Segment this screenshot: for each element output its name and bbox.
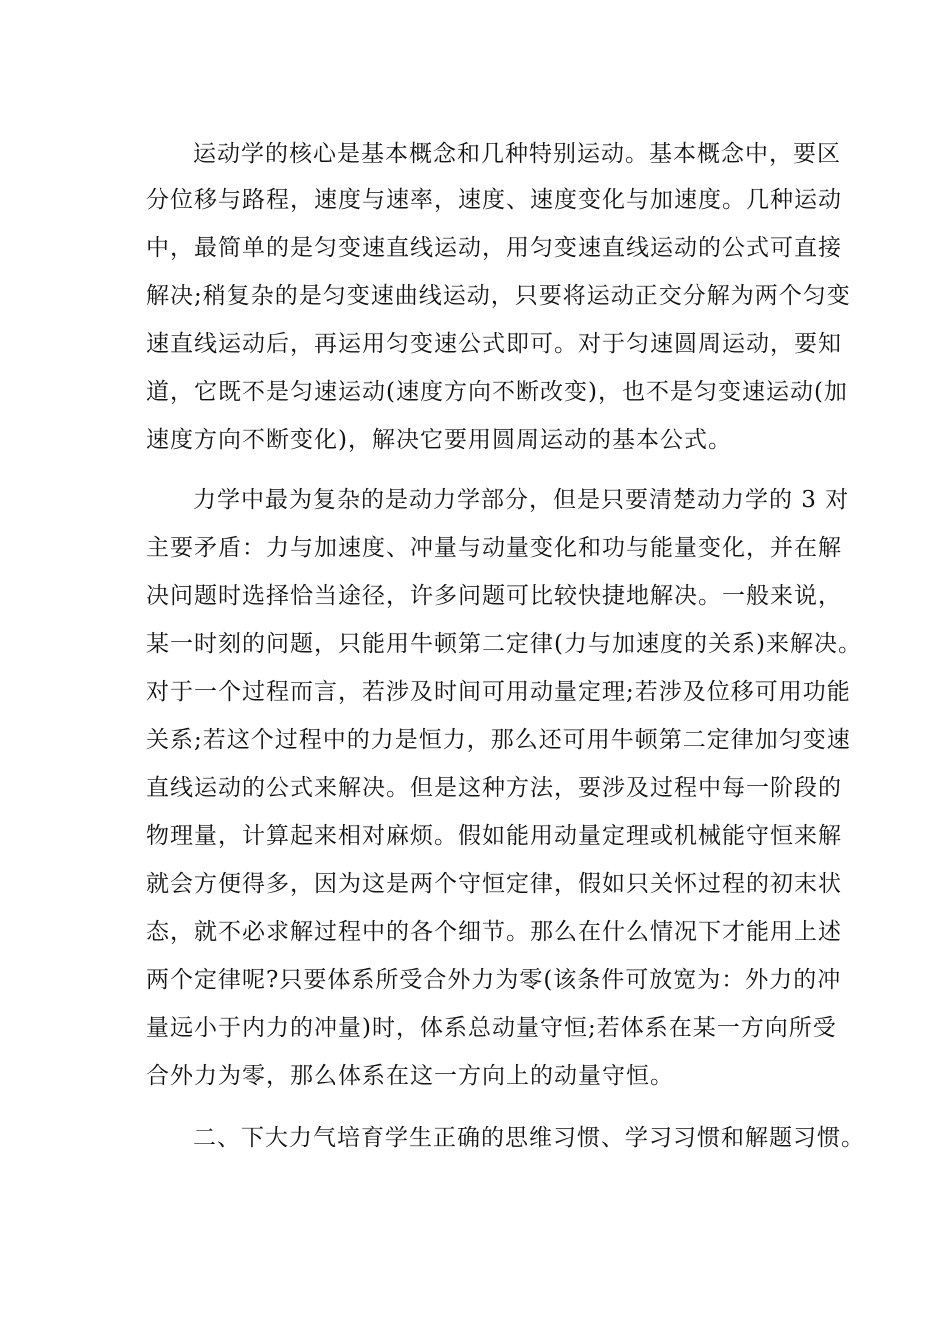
paragraph-2-line-13: 合外力为零，那么体系在这一方向上的动量守恒。 <box>146 1063 674 1089</box>
paragraph-1-line-6: 道，它既不是匀速运动(速度方向不断改变)，也不是匀变速运动(加 <box>146 379 848 405</box>
paragraph-1-line-2: 分位移与路程，速度与速率，速度、速度变化与加速度。几种运动 <box>146 187 842 213</box>
paragraph-2-line-4: 某一时刻的问题，只能用牛顿第二定律(力与加速度的关系)来解决。 <box>146 631 862 657</box>
paragraph-2-line-10: 态，就不必求解过程中的各个细节。那么在什么情况下才能用上述 <box>146 919 842 945</box>
paragraph-1-line-7: 速度方向不断变化)，解决它要用圆周运动的基本公式。 <box>146 427 732 453</box>
paragraph-2-line-3: 决问题时选择恰当途径，许多问题可比较快捷地解决。一般来说， <box>146 583 842 609</box>
paragraph-2-line-1: 力学中最为复杂的是动力学部分，但是只要清楚动力学的 3 对 <box>193 487 850 513</box>
paragraph-2-line-5: 对于一个过程而言，若涉及时间可用动量定理;若涉及位移可用功能 <box>146 679 851 705</box>
paragraph-2-line-9: 就会方便得多，因为这是两个守恒定律，假如只关怀过程的初末状 <box>146 871 842 897</box>
paragraph-1-line-3: 中，最简单的是匀变速直线运动，用匀变速直线运动的公式可直接 <box>146 235 842 261</box>
paragraph-2-line-2: 主要矛盾：力与加速度、冲量与动量变化和功与能量变化，并在解 <box>146 535 842 561</box>
paragraph-2-line-12: 量远小于内力的冲量)时，体系总动量守恒;若体系在某一方向所受 <box>146 1015 837 1041</box>
paragraph-2-line-11: 两个定律呢?只要体系所受合外力为零(该条件可放宽为：外力的冲 <box>146 967 842 993</box>
paragraph-1-line-5: 速直线运动后，再运用匀变速公式即可。对于匀速圆周运动，要知 <box>146 331 842 357</box>
paragraph-2-line-6: 关系;若这个过程中的力是恒力，那么还可用牛顿第二定律加匀变速 <box>146 727 851 753</box>
section-heading-line: 二、下大力气培育学生正确的思维习惯、学习习惯和解题习惯。 <box>193 1125 865 1151</box>
paragraph-1-line-1: 运动学的核心是基本概念和几种特别运动。基本概念中，要区 <box>193 141 841 167</box>
paragraph-2-line-7: 直线运动的公式来解决。但是这种方法，要涉及过程中每一阶段的 <box>146 775 842 801</box>
paragraph-1-line-4: 解决;稍复杂的是匀变速曲线运动，只要将运动正交分解为两个匀变 <box>146 283 851 309</box>
paragraph-2-line-8: 物理量，计算起来相对麻烦。假如能用动量定理或机械能守恒来解 <box>146 823 842 849</box>
